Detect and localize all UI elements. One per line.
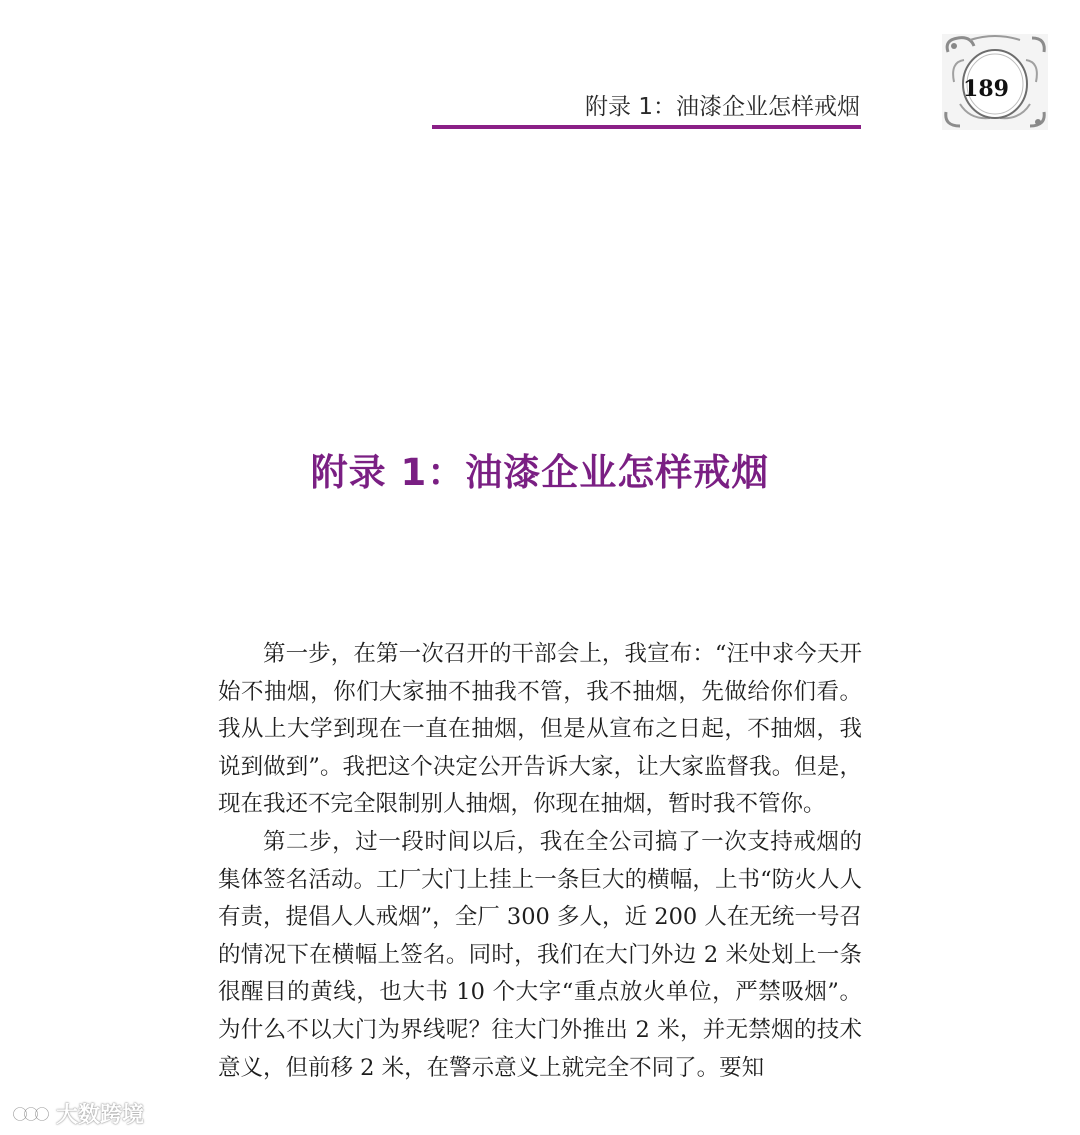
chapter-title: 附录 1：油漆企业怎样戒烟 [310, 451, 770, 494]
watermark-text: 大数跨境 [56, 1103, 145, 1128]
brand-logo-icon [12, 1103, 50, 1125]
page-number: 189 [963, 76, 1009, 102]
paragraph: 第二步，过一段时间以后，我在全公司搞了一次支持戒烟的集体签名活动。工厂大门上挂上一条巨大的横幅，上书“防火人人有责，提倡人人戒烟”，全厂 300 多人，近 200 人在无统一号召的情况下在横幅上签名。同时，我们在大门外边 2 米处划上一条很醒目的黄线，也大书 10 个大字“重点放火单位，严禁吸烟”。为什么不以大门为界线呢？往大门外推出 2 米，并无禁烟的技术意义，但前移 2 米，在警示意义上就完全不同了。要知 [218, 828, 862, 1081]
header-rule [432, 125, 861, 129]
running-head: 附录 1：油漆企业怎样戒烟 [585, 94, 860, 120]
body-text [218, 636, 862, 1087]
watermark [12, 1098, 144, 1129]
paragraph: 第一步，在第一次召开的干部会上，我宣布：“汪中求今天开始不抽烟，你们大家抽不抽我不管，我不抽烟，先做给你们看。我从上大学到现在一直在抽烟，但是从宣布之日起，不抽烟，我说到做到”。我把这个决定公开告诉大家，让大家监督我。但是，现在我还不完全限制别人抽烟，你现在抽烟，暂时我不管你。 [218, 641, 862, 818]
